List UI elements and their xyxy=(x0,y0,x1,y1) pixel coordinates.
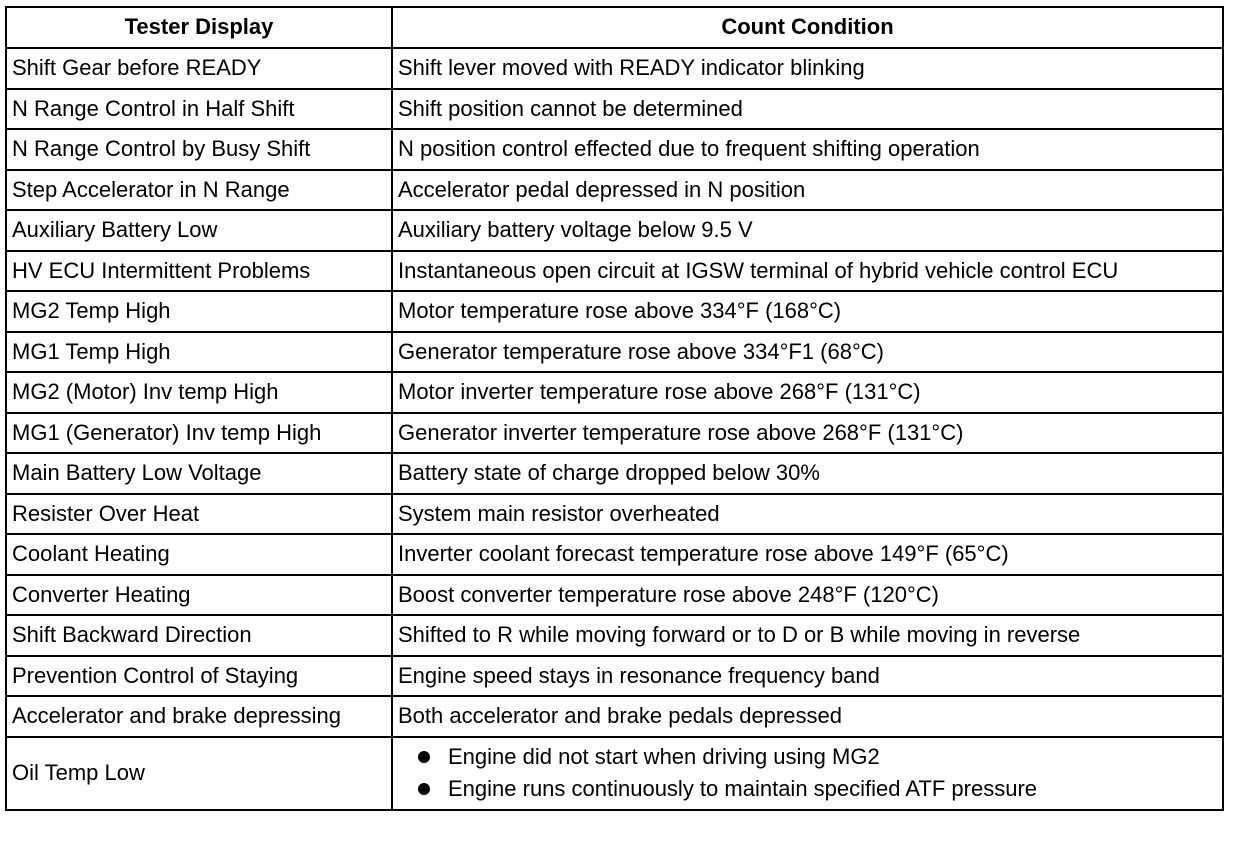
count-condition-cell: Both accelerator and brake pedals depressed xyxy=(392,696,1223,737)
count-condition-cell: Auxiliary battery voltage below 9.5 V xyxy=(392,210,1223,251)
table-row xyxy=(6,129,1223,170)
tester-display-cell: Auxiliary Battery Low xyxy=(6,210,392,251)
tester-display-cell: Prevention Control of Staying xyxy=(6,656,392,697)
table-row xyxy=(6,575,1223,616)
table-row xyxy=(6,332,1223,373)
header-tester-display: Tester Display xyxy=(6,7,392,48)
condition-bullet-item xyxy=(416,773,1217,805)
tester-display-cell: N Range Control in Half Shift xyxy=(6,89,392,130)
tester-display-cell: Step Accelerator in N Range xyxy=(6,170,392,211)
tester-display-cell: Shift Backward Direction xyxy=(6,615,392,656)
tester-display-cell: Accelerator and brake depressing xyxy=(6,696,392,737)
tester-display-cell: Resister Over Heat xyxy=(6,494,392,535)
bullet-text: Engine runs continuously to maintain specified ATF pressure xyxy=(448,776,1038,801)
count-condition-table xyxy=(5,6,1224,811)
table-row xyxy=(6,656,1223,697)
tester-display-cell: Main Battery Low Voltage xyxy=(6,453,392,494)
table-row xyxy=(6,494,1223,535)
count-condition-cell: Instantaneous open circuit at IGSW terminal of hybrid vehicle control ECU xyxy=(392,251,1223,292)
table-row xyxy=(6,48,1223,89)
condition-bullet-list xyxy=(398,741,1217,805)
count-condition-cell: Shifted to R while moving forward or to D or B while moving in reverse xyxy=(392,615,1223,656)
table-row-oil-temp-low xyxy=(6,737,1223,810)
tester-display-cell: Converter Heating xyxy=(6,575,392,616)
count-condition-cell: Boost converter temperature rose above 248°F (120°C) xyxy=(392,575,1223,616)
table-row xyxy=(6,291,1223,332)
table-row xyxy=(6,615,1223,656)
tester-display-cell: Shift Gear before READY xyxy=(6,48,392,89)
tester-display-cell: HV ECU Intermittent Problems xyxy=(6,251,392,292)
count-condition-cell: Accelerator pedal depressed in N position xyxy=(392,170,1223,211)
count-condition-cell: Battery state of charge dropped below 30% xyxy=(392,453,1223,494)
header-row xyxy=(6,7,1223,48)
tester-display-cell: Coolant Heating xyxy=(6,534,392,575)
tester-display-cell: Oil Temp Low xyxy=(6,737,392,810)
count-condition-cell: Motor inverter temperature rose above 268°F (131°C) xyxy=(392,372,1223,413)
tester-display-cell: MG2 Temp High xyxy=(6,291,392,332)
condition-bullet-item xyxy=(416,741,1217,773)
table-row xyxy=(6,170,1223,211)
table-row xyxy=(6,372,1223,413)
count-condition-cell: Engine speed stays in resonance frequency band xyxy=(392,656,1223,697)
count-condition-cell: N position control effected due to frequent shifting operation xyxy=(392,129,1223,170)
tester-display-cell: N Range Control by Busy Shift xyxy=(6,129,392,170)
table-row xyxy=(6,534,1223,575)
table-row xyxy=(6,89,1223,130)
table-row xyxy=(6,251,1223,292)
bullet-dot-icon xyxy=(418,783,430,795)
count-condition-cell: Shift lever moved with READY indicator blinking xyxy=(392,48,1223,89)
count-condition-cell: Generator inverter temperature rose above 268°F (131°C) xyxy=(392,413,1223,454)
count-condition-cell: System main resistor overheated xyxy=(392,494,1223,535)
count-condition-cell xyxy=(392,737,1223,810)
table-row xyxy=(6,413,1223,454)
bullet-text: Engine did not start when driving using MG2 xyxy=(448,744,880,769)
count-condition-cell: Generator temperature rose above 334°F1 (68°C) xyxy=(392,332,1223,373)
table-row xyxy=(6,696,1223,737)
count-condition-cell: Motor temperature rose above 334°F (168°C) xyxy=(392,291,1223,332)
header-count-condition: Count Condition xyxy=(392,7,1223,48)
tester-display-cell: MG2 (Motor) Inv temp High xyxy=(6,372,392,413)
bullet-dot-icon xyxy=(418,751,430,763)
table-row xyxy=(6,453,1223,494)
tester-display-cell: MG1 (Generator) Inv temp High xyxy=(6,413,392,454)
tester-display-cell: MG1 Temp High xyxy=(6,332,392,373)
table-row xyxy=(6,210,1223,251)
count-condition-cell: Inverter coolant forecast temperature rose above 149°F (65°C) xyxy=(392,534,1223,575)
count-condition-cell: Shift position cannot be determined xyxy=(392,89,1223,130)
